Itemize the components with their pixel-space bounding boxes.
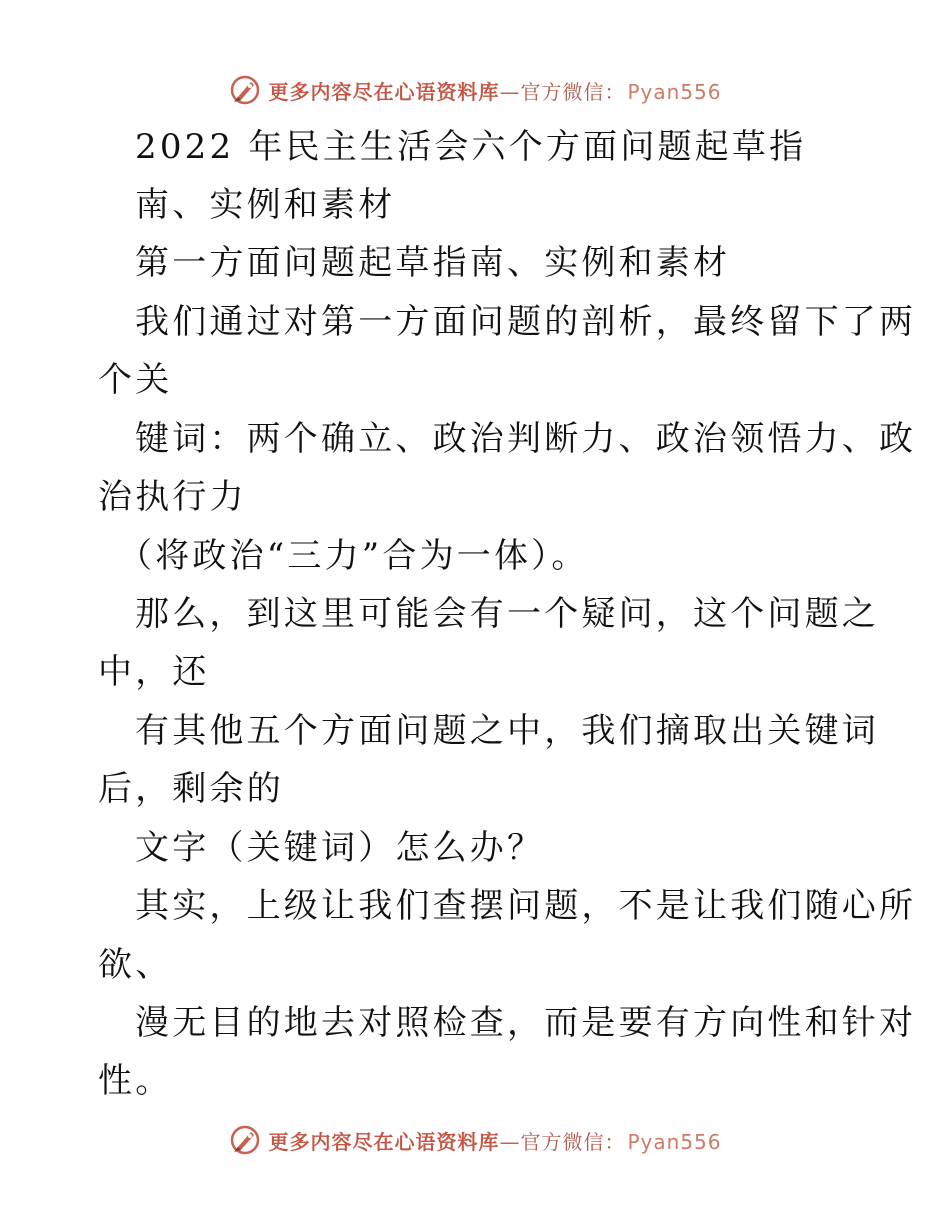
paragraph-line: 漫无目的地去对照检查，而是要有方向性和针对	[135, 1003, 917, 1043]
paragraph-line: 我们通过对第一方面问题的剖析，最终留下了两	[135, 302, 917, 342]
header-brand-wechat: 官方微信：	[520, 79, 626, 104]
header-brand-id: Pyan556	[627, 79, 722, 104]
header-brand-main: 更多内容尽在心语资料库	[268, 79, 500, 104]
paragraph-line: 中，还	[98, 652, 210, 692]
pen-logo-icon	[228, 73, 262, 107]
footer-watermark	[0, 1120, 950, 1160]
paragraph-line: 后，剩余的	[98, 769, 284, 809]
pen-logo-icon	[228, 1123, 262, 1157]
paragraph-line: 文字（关键词）怎么办？	[135, 828, 545, 868]
footer-brand-wechat: 官方微信：	[520, 1129, 626, 1154]
paragraph-line: 性。	[98, 1061, 173, 1101]
footer-brand-main: 更多内容尽在心语资料库	[268, 1129, 500, 1154]
paragraph-line: 有其他五个方面问题之中，我们摘取出关键词	[135, 711, 879, 751]
header-watermark-text	[268, 76, 721, 105]
paragraph-line: 键词：两个确立、政治判断力、政治领悟力、政	[135, 419, 917, 459]
section-heading: 第一方面问题起草指南、实例和素材	[135, 243, 731, 283]
header-watermark	[0, 70, 950, 110]
paragraph-line: 其实，上级让我们查摆问题，不是让我们随心所	[135, 886, 917, 926]
footer-brand-id: Pyan556	[627, 1129, 722, 1154]
header-brand-dash: —	[499, 79, 521, 104]
paragraph-line: （将政治“三力”合为一体）。	[118, 536, 589, 576]
doc-title-line-2: 南、实例和素材	[135, 185, 396, 225]
doc-title-line-1: 2022 年民主生活会六个方面问题起草指	[135, 127, 807, 167]
paragraph-line: 治执行力	[98, 477, 247, 517]
paragraph-line: 个关	[98, 360, 173, 400]
paragraph-line: 那么，到这里可能会有一个疑问，这个问题之	[135, 594, 879, 634]
paragraph-line: 欲、	[98, 945, 173, 985]
footer-watermark-text	[268, 1126, 721, 1155]
footer-brand-dash: —	[499, 1129, 521, 1154]
